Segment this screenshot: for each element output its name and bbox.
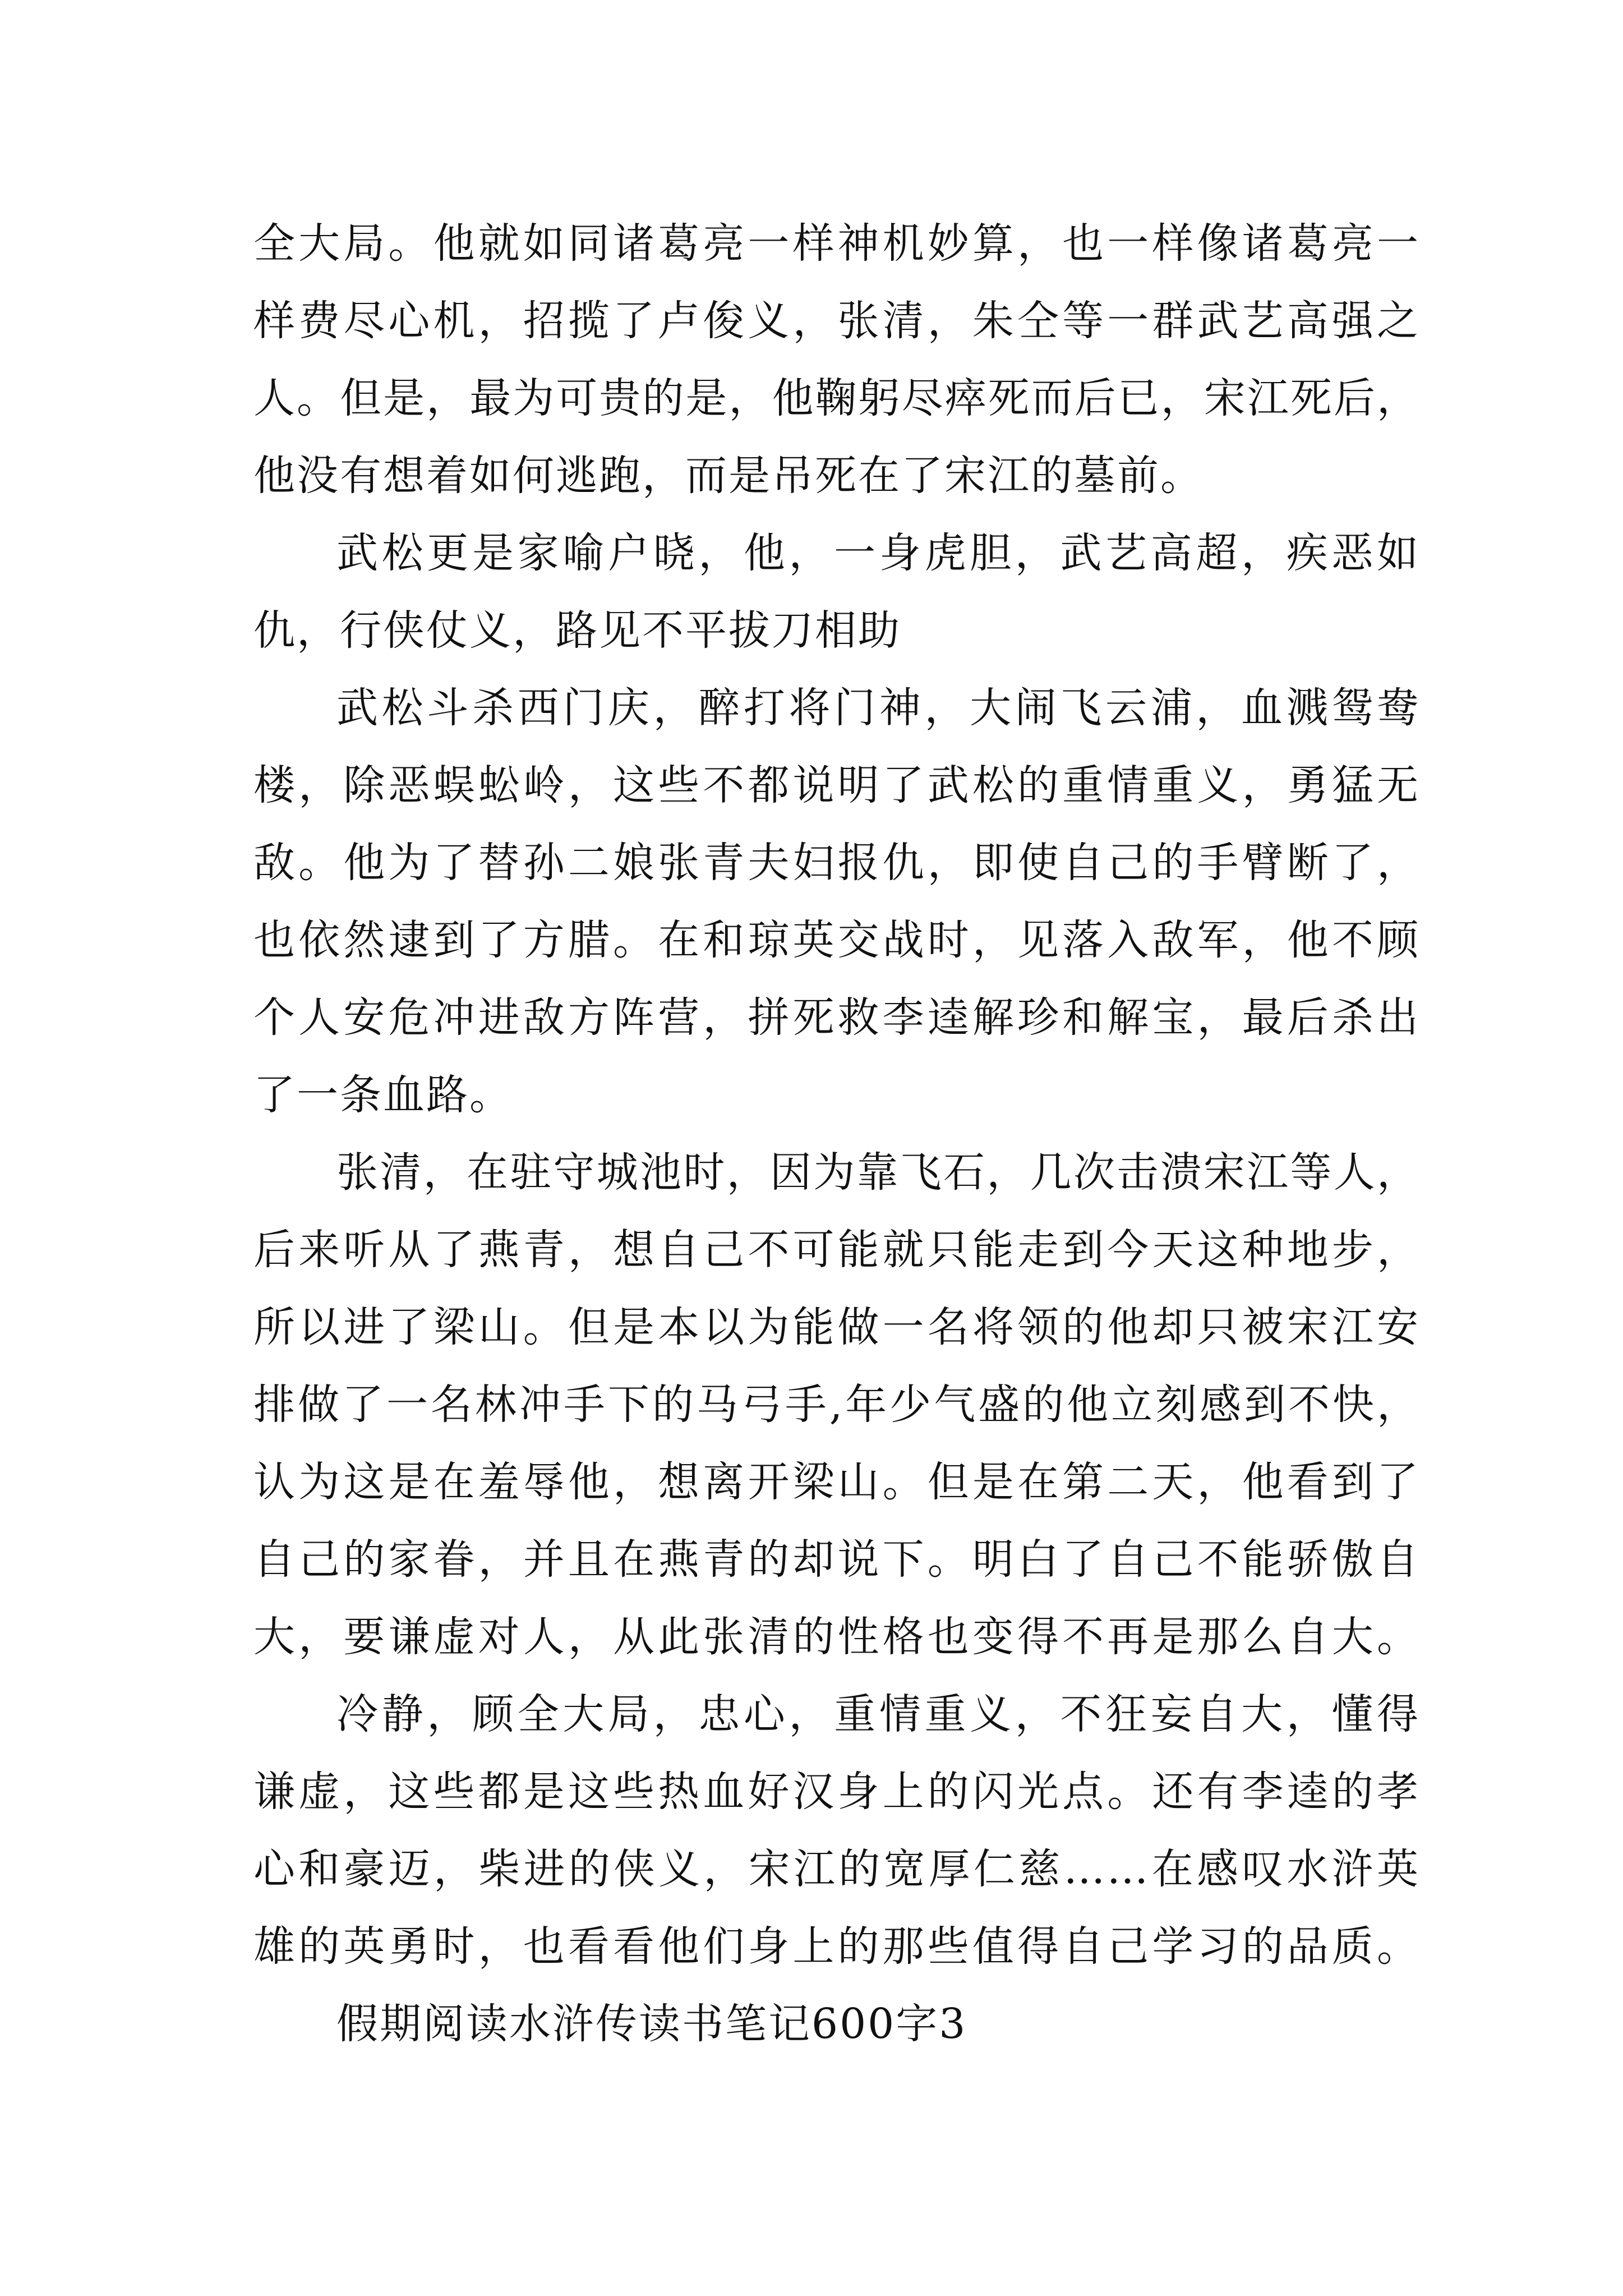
text-line: 也依然逮到了方腊。在和琼英交战时，见落入敌军，他不顾	[253, 916, 1420, 964]
text-line: 排做了一名林冲手下的马弓手,年少气盛的他立刻感到不快，	[253, 1381, 1420, 1429]
section-title-text: 假期阅读水浒传读书笔记600字3	[336, 2000, 967, 2048]
paragraph-zhang-qing	[253, 1134, 1420, 1676]
paragraph-wu-song-intro	[253, 514, 1420, 669]
text-line: 样费尽心机，招揽了卢俊义，张清，朱仝等一群武艺高强之	[253, 297, 1420, 345]
text-line: 了一条血路。	[253, 1071, 513, 1119]
document-body	[253, 205, 1420, 2063]
text-line: 自己的家眷，并且在燕青的却说下。明白了自己不能骄傲自	[253, 1535, 1420, 1584]
text-line: 所以进了梁山。但是本以为能做一名将领的他却只被宋江安	[253, 1303, 1420, 1351]
text-line: 武松更是家喻户晓，他，一身虎胆，武艺高超，疾恶如	[336, 529, 1420, 577]
paragraph-song-jiang-continued	[253, 205, 1420, 514]
paragraph-summary	[253, 1676, 1420, 1985]
text-line: 武松斗杀西门庆，醉打将门神，大闹飞云浦，血溅鸳鸯	[336, 684, 1420, 732]
text-line: 认为这是在羞辱他，想离开梁山。但是在第二天，他看到了	[253, 1458, 1420, 1506]
text-line: 敌。他为了替孙二娘张青夫妇报仇，即使自己的手臂断了，	[253, 839, 1420, 887]
text-line: 人。但是，最为可贵的是，他鞠躬尽瘁死而后已，宋江死后，	[253, 374, 1420, 422]
text-line: 心和豪迈，柴进的侠义，宋江的宽厚仁慈……在感叹水浒英	[253, 1845, 1420, 1893]
text-line: 楼，除恶蜈蚣岭，这些不都说明了武松的重情重义，勇猛无	[253, 761, 1420, 809]
text-line: 雄的英勇时，也看看他们身上的那些值得自己学习的品质。	[253, 1922, 1420, 1971]
text-line: 全大局。他就如同诸葛亮一样神机妙算，也一样像诸葛亮一	[253, 219, 1420, 268]
text-line: 谦虚，这些都是这些热血好汉身上的闪光点。还有李逵的孝	[253, 1768, 1420, 1816]
text-line: 张清，在驻守城池时，因为靠飞石，几次击溃宋江等人，	[336, 1148, 1420, 1197]
text-line: 大，要谦虚对人，从此张清的性格也变得不再是那么自大。	[253, 1613, 1420, 1661]
text-line: 后来听从了燕青，想自己不可能就只能走到今天这种地步，	[253, 1226, 1420, 1274]
text-line: 仇，行侠仗义，路见不平拔刀相助	[253, 606, 901, 655]
text-line: 他没有想着如何逃跑，而是吊死在了宋江的墓前。	[253, 452, 1204, 500]
paragraph-wu-song-deeds	[253, 669, 1420, 1134]
section-title	[253, 1985, 1420, 2063]
text-line: 个人安危冲进敌方阵营，拼死救李逵解珍和解宝，最后杀出	[253, 993, 1420, 1042]
text-line: 冷静，顾全大局，忠心，重情重义，不狂妄自大，懂得	[336, 1690, 1420, 1738]
